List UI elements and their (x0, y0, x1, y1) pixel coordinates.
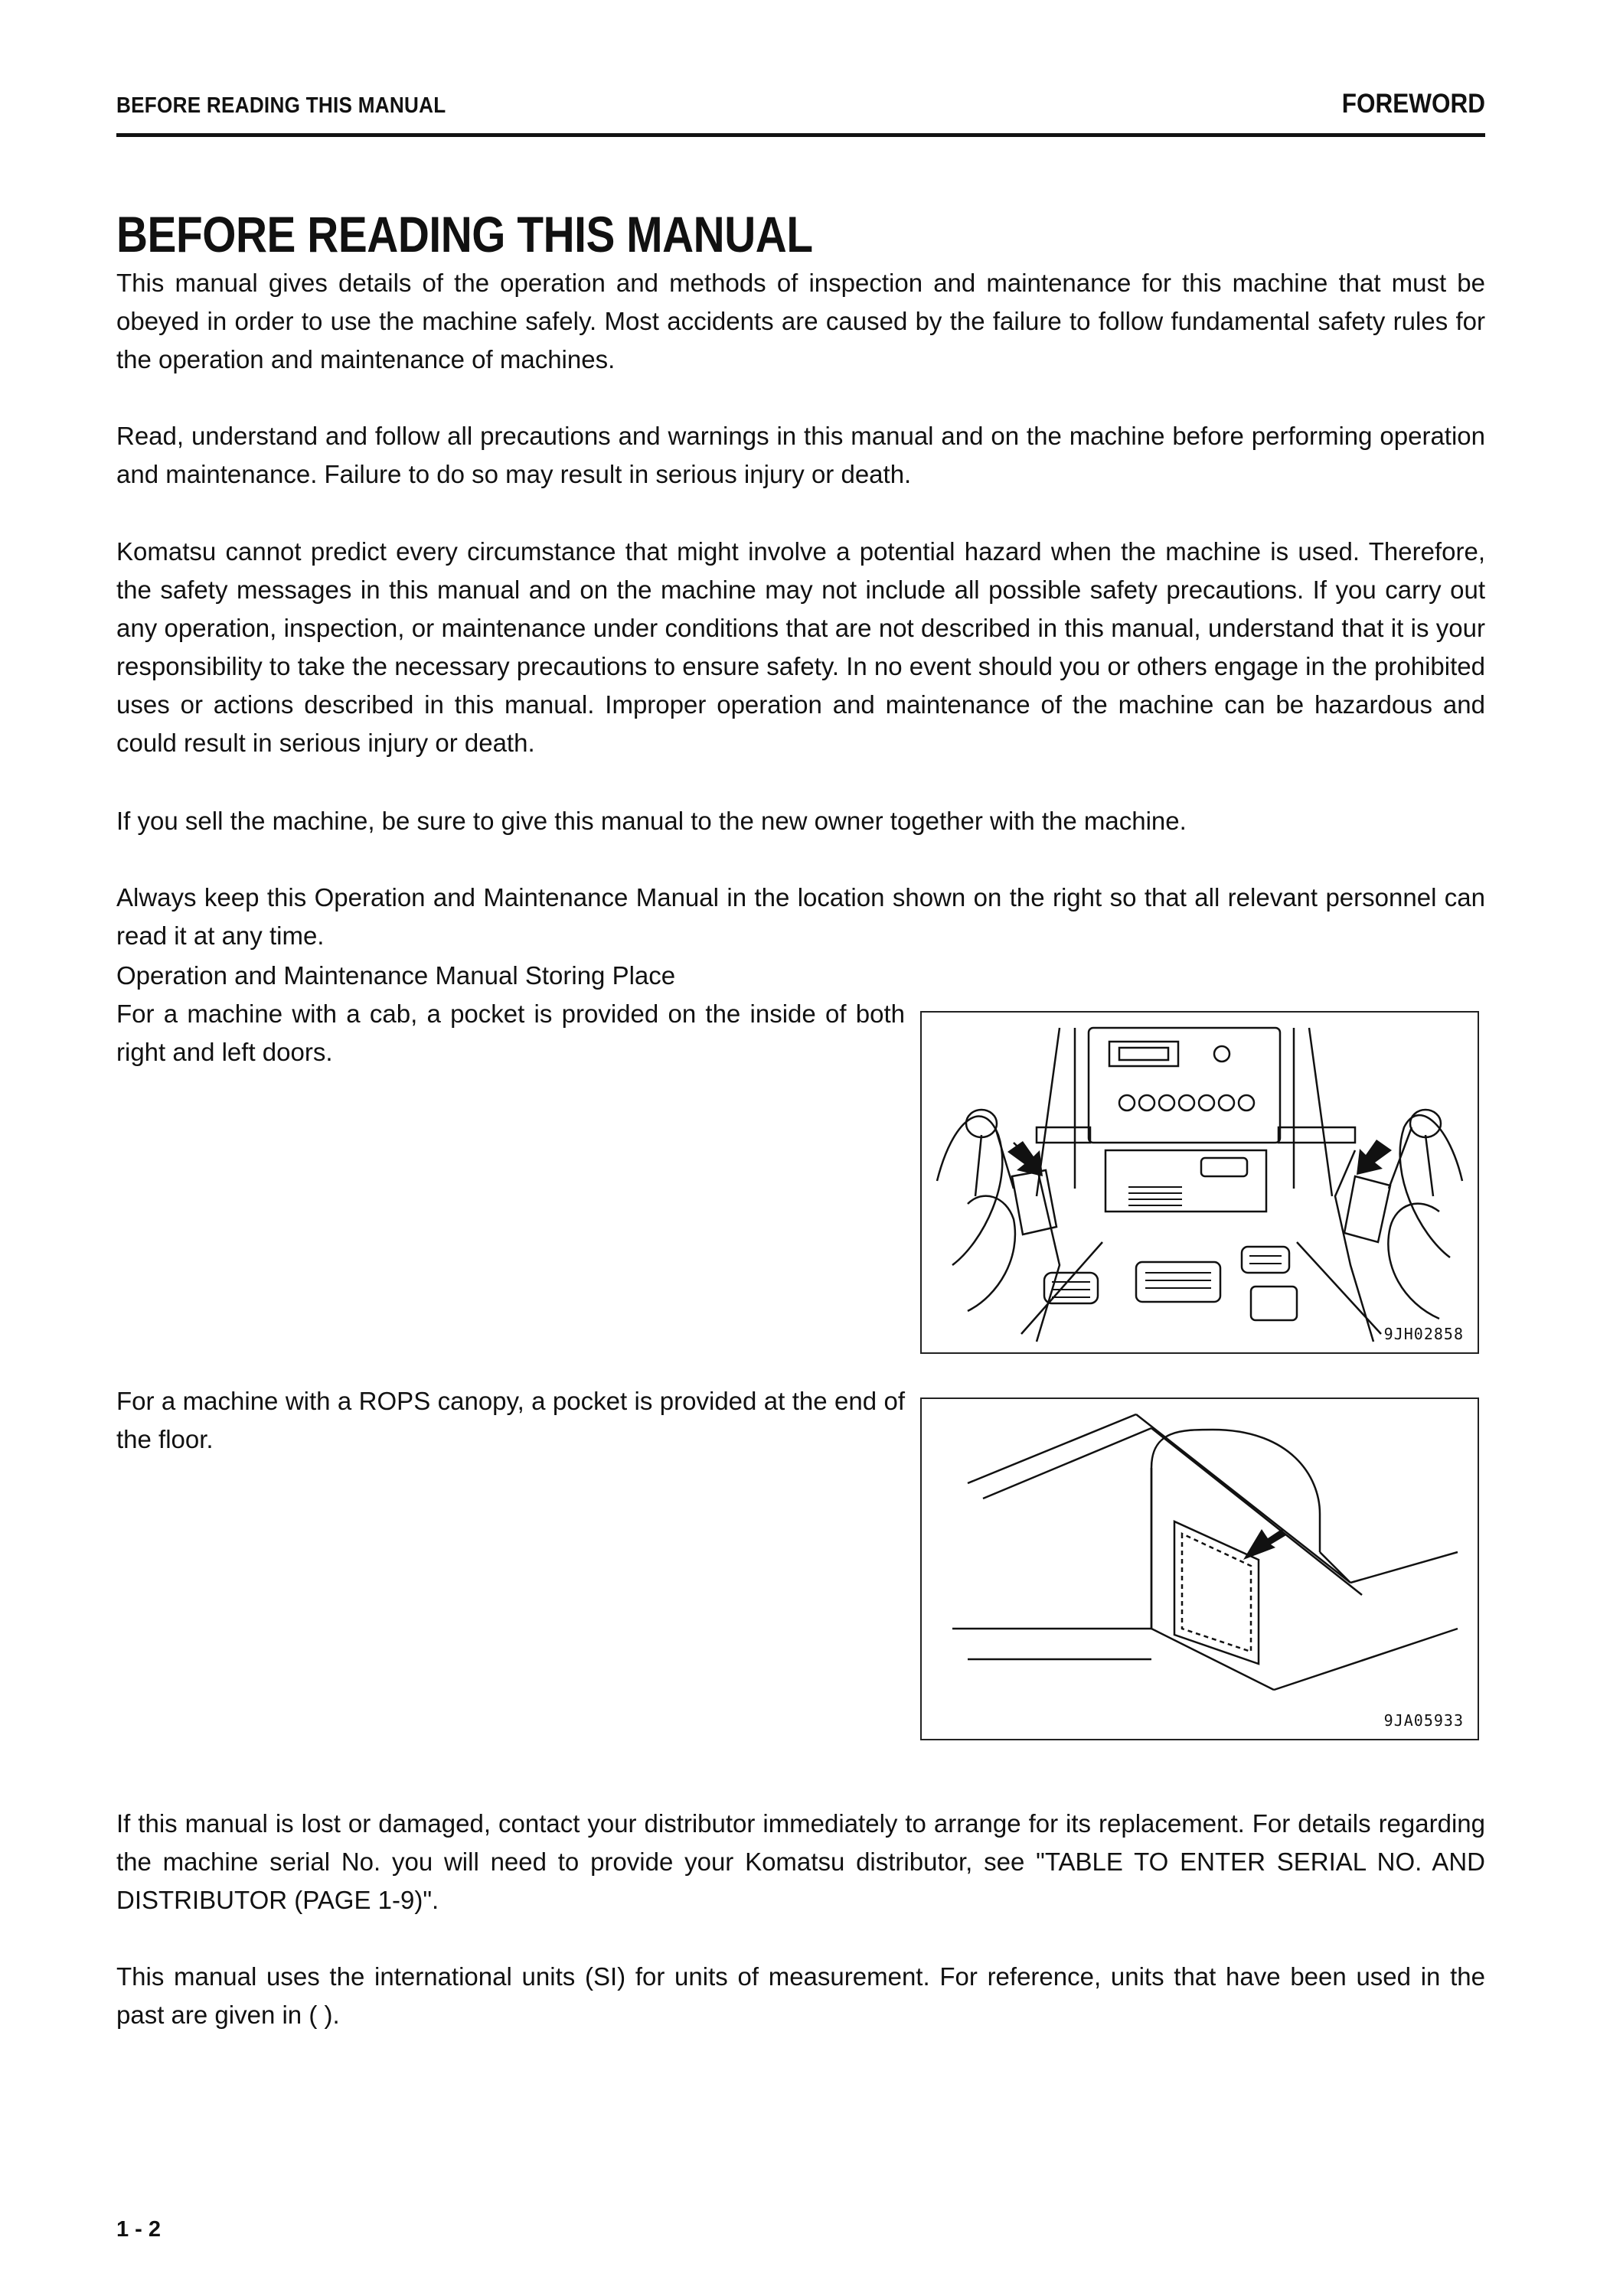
paragraph-lost-manual: If this manual is lost or damaged, contact your distributor immediately to arrange for its replacement. For details regarding the machine serial No. you will need to provide your Komatsu distributor, see "TABLE TO ENTER SERIAL NO. AND DISTRIBUTOR (PAGE 1-9)". (116, 1809, 1485, 1914)
paragraph-sell-machine: If you sell the machine, be sure to give this manual to the new owner together with the machine. (116, 807, 1187, 835)
paragraph-si-units: This manual uses the international units (SI) for units of measurement. For reference, units that have been used in the past are given in ( ). (116, 1962, 1485, 2029)
cab-illustration (922, 1013, 1478, 1352)
paragraph-read-understand: Read, understand and follow all precautions and warnings in this manual and on the machine before performing operation and maintenance. Failure to do so may result in serious injury or death. (116, 422, 1485, 488)
paragraph-cab-pocket: For a machine with a cab, a pocket is provided on the inside of both right and left doors. (116, 1000, 905, 1066)
header-chapter-title: FOREWORD (1341, 89, 1485, 119)
figure-cab-code: 9JH02858 (1383, 1325, 1464, 1343)
rops-illustration (922, 1399, 1478, 1739)
paragraph-komatsu-hazards: Komatsu cannot predict every circumstance that might involve a potential hazard when the machine is used. Therefore, the safety messages in this manual and on the machine may not include all possible safety precautions. If you carry out any operation, inspection, or maintenance under conditions that are not described in this manual, understand that it is your responsibility to take the necessary precautions to ensure safety. In no event should you or others engage in the prohibited uses or actions described in this manual. Improper operation and maintenance of the machine can be hazardous and could result in serious injury or death. (116, 537, 1485, 757)
paragraph-rops-pocket: For a machine with a ROPS canopy, a pocket is provided at the end of the floor. (116, 1387, 905, 1453)
paragraph-keep-manual: Always keep this Operation and Maintenance Manual in the location shown on the right so that all relevant personnel can read it at any time. (116, 883, 1485, 950)
header-section-title: BEFORE READING THIS MANUAL (116, 93, 446, 118)
figure-cab-pocket (920, 1011, 1479, 1354)
header-rule (116, 133, 1485, 137)
page-number: 1 - 2 (116, 2217, 162, 2242)
page-title: BEFORE READING THIS MANUAL (116, 206, 813, 263)
figure-rops-code: 9JA05933 (1383, 1711, 1464, 1730)
paragraph-intro: This manual gives details of the operation and methods of inspection and maintenance for this machine that must be obeyed in order to use the machine safely. Most accidents are caused by the failure to follow fundamental safety rules for the operation and maintenance of machines. (116, 269, 1485, 373)
paragraph-storing-place: Operation and Maintenance Manual Storing Place (116, 961, 676, 990)
figure-rops-pocket (920, 1397, 1479, 1740)
